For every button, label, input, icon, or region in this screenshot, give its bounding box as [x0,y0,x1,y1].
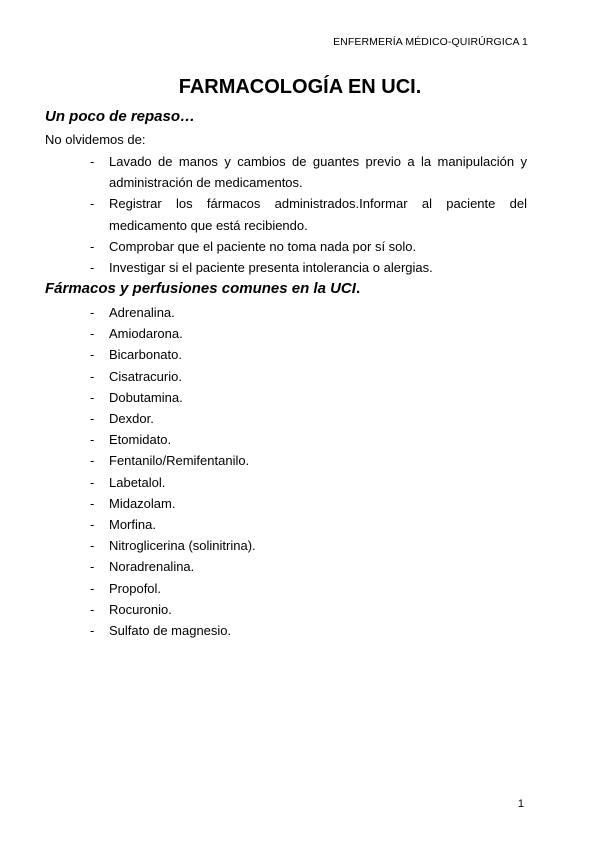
list-item [0,514,527,535]
list-item [0,578,527,599]
dash-bullet: - [90,238,95,254]
drug-name: Dexdor. [109,411,154,427]
list-item [0,323,527,344]
list-item [0,429,527,450]
drug-name: Midazolam. [109,495,176,511]
list-item [0,620,527,641]
dash-bullet: - [90,196,95,212]
section-heading-text: Fármacos y perfusiones comunes en la UCI [45,280,356,297]
list-item [0,151,527,193]
list-item [0,450,527,471]
dash-bullet: - [90,154,95,169]
dash-bullet: - [90,411,95,427]
dash-bullet: - [90,517,95,533]
list-item-text: Registrar los fármacos administrados.Informar al paciente del medicamento que está recibiendo. [109,196,527,233]
dash-bullet: - [90,389,95,405]
running-header: ENFERMERÍA MÉDICO-QUIRÚRGICA 1 [333,36,528,48]
section-heading-period: . [355,280,361,297]
dash-bullet: - [90,326,95,342]
list-item-text: Lavado de manos y cambios de guantes previo a la manipulación y administración de medicamentos. [109,154,527,191]
list-item [0,493,527,514]
dash-bullet: - [90,432,95,448]
dash-bullet: - [90,559,95,575]
list-item [0,535,527,556]
list-item [0,193,527,235]
list-item [0,302,527,323]
dash-bullet: - [90,538,95,554]
drug-name: Cisatracurio. [109,368,182,384]
drug-name: Bicarbonato. [109,347,182,363]
section-heading-drugs [45,280,360,297]
dash-bullet: - [90,623,95,639]
drug-name: Dobutamina. [109,389,183,405]
list-item [0,408,527,429]
list-item [0,257,527,278]
drug-name: Noradrenalina. [109,559,195,575]
list-item [0,387,527,408]
list-item-text: Comprobar que el paciente no toma nada por sí solo. [109,238,417,254]
drug-name: Amiodarona. [109,326,183,342]
list-item [0,344,527,365]
dash-bullet: - [90,305,95,320]
dash-bullet: - [90,260,95,276]
list-item [0,236,527,257]
dash-bullet: - [90,580,95,596]
dash-bullet: - [90,347,95,363]
list-item [0,599,527,620]
section-heading-review: Un poco de repaso… [45,108,196,125]
drug-name: Etomidato. [109,432,172,448]
drug-name: Fentanilo/Remifentanilo. [109,453,250,469]
drug-name: Adrenalina. [109,305,175,320]
drug-name: Morfina. [109,517,156,533]
list-item [0,472,527,493]
dash-bullet: - [90,453,95,469]
drug-name: Propofol. [109,580,162,596]
list-item [0,556,527,577]
drug-name: Rocuronio. [109,601,172,617]
drug-name: Nitroglicerina (solinitrina). [109,538,256,554]
page-number: 1 [517,798,524,810]
reminder-list [0,151,527,278]
drug-name: Labetalol. [109,474,166,490]
page-title: FARMACOLOGÍA EN UCI. [178,76,422,98]
dash-bullet: - [90,601,95,617]
dash-bullet: - [90,474,95,490]
list-item-text: Investigar si el paciente presenta intolerancia o alergias. [109,260,433,276]
list-item [0,366,527,387]
drug-name: Sulfato de magnesio. [109,623,232,639]
dash-bullet: - [90,368,95,384]
dash-bullet: - [90,495,95,511]
drug-list [0,302,527,641]
review-intro: No olvidemos de: [45,132,146,147]
